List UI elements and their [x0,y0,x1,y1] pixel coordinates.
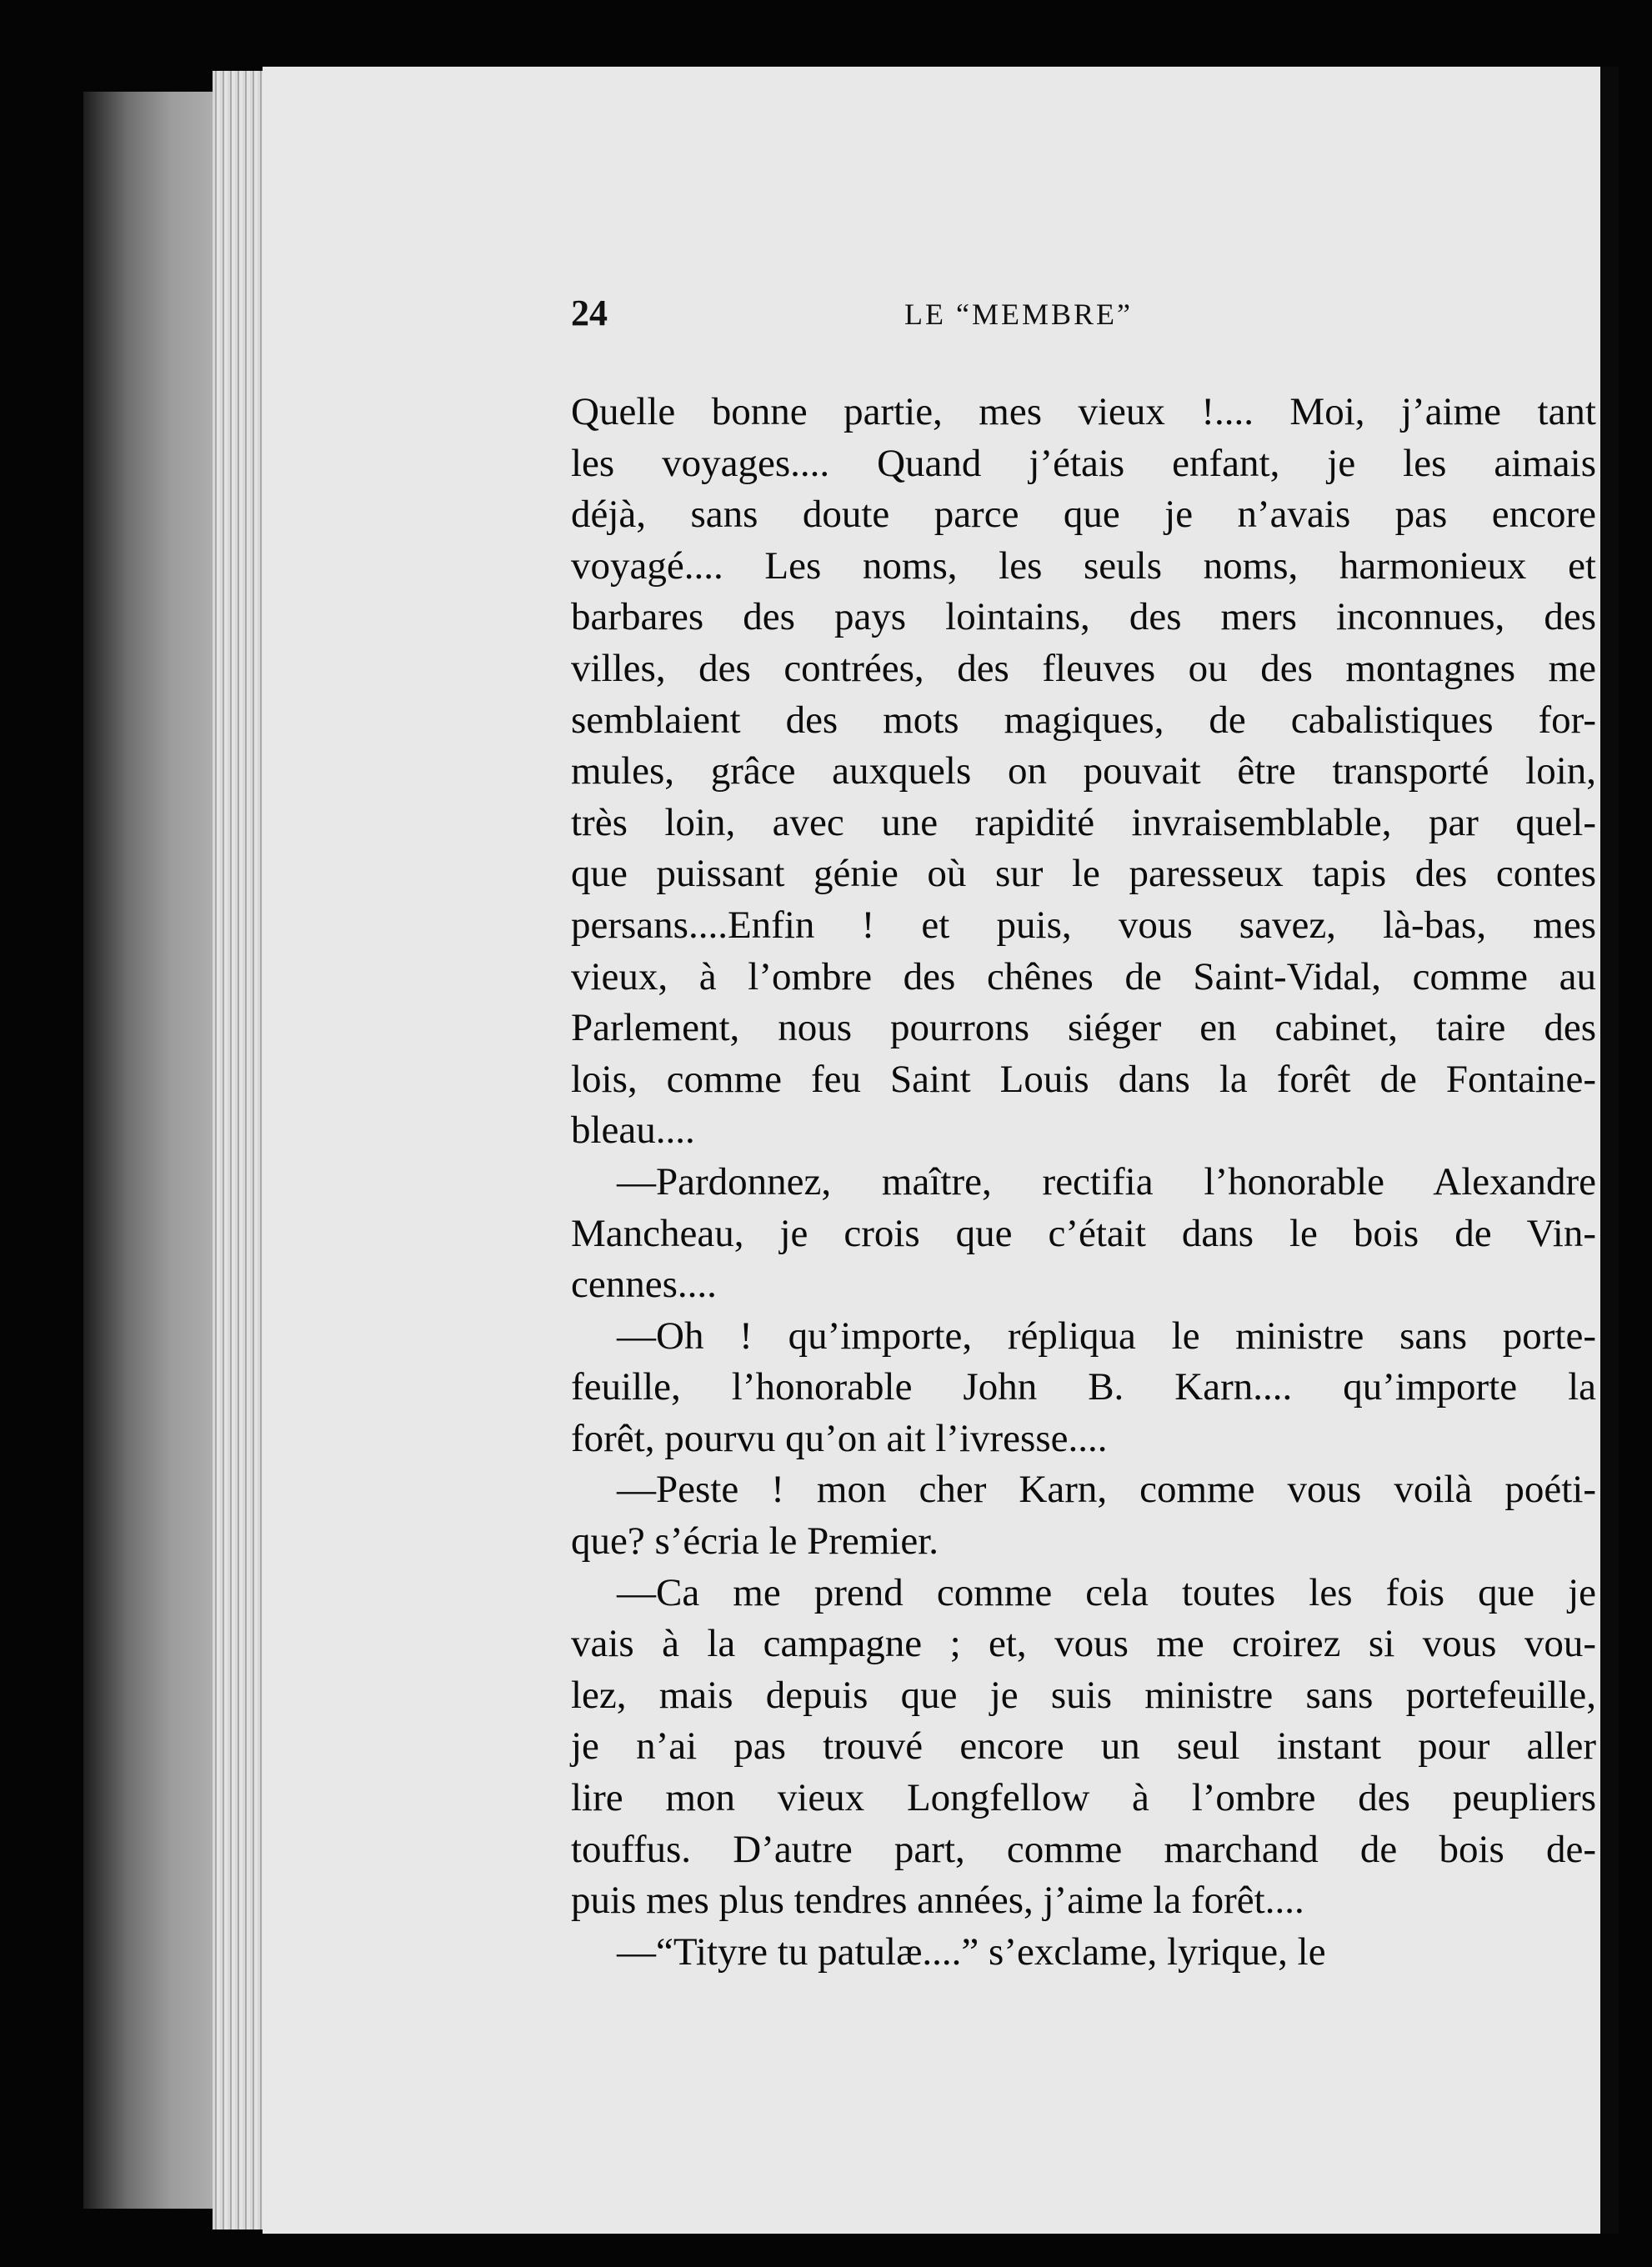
text-line: forêt, pourvu qu’on ait l’ivresse.... [571,1416,1108,1460]
scan-left-border [83,92,229,2209]
text-line: —Peste ! mon cher Karn, comme vous voilà poéti- [617,1468,1596,1512]
paragraph [571,1927,1596,1979]
text-line: je n’ai pas trouvé encore un seul instant pour aller [571,1724,1596,1769]
paragraph [571,387,1596,1157]
text-line: vais à la campagne ; et, vous me croirez si vous vou- [571,1622,1596,1666]
text-line: Quelle bonne partie, mes vieux !.... Moi, j’aime tant [571,390,1596,433]
scan-right-shadow [1600,67,1619,2234]
text-line: que puissant génie où sur le paresseux tapis des contes [571,852,1596,896]
text-line: Parlement, nous pourrons siéger en cabinet, taire des [571,1006,1596,1050]
text-line: semblaient des mots magiques, de cabalistiques for- [571,698,1596,742]
text-line: puis mes plus tendres années, j’aime la forêt.... [571,1879,1304,1923]
text-line: voyagé.... Les noms, les seuls noms, harmonieux et [571,543,1596,588]
paragraph [571,1464,1596,1567]
text-line: vieux, à l’ombre des chênes de Saint-Vidal, comme au [571,954,1596,998]
running-head [571,292,1596,350]
text-line: que? s’écria le Premier. [571,1519,939,1564]
text-line: Mancheau, je crois que c’était dans le bois de Vin- [571,1211,1596,1255]
text-line: bleau.... [571,1108,695,1153]
text-line: villes, des contrées, des fleuves ou des montagnes me [571,646,1596,690]
text-line: —Ca me prend comme cela toutes les fois que je [617,1570,1596,1614]
text-line: les voyages.... Quand j’étais enfant, je les aimais [571,441,1596,485]
running-title: LE “MEMBRE” [904,298,1133,331]
text-line: lois, comme feu Saint Louis dans la forêt de Fontaine- [571,1057,1596,1101]
paragraph [571,1311,1596,1465]
text-line: cennes.... [571,1263,717,1307]
text-line: déjà, sans doute parce que je n’avais pas encore [571,493,1596,537]
paragraph [571,1568,1596,1927]
page-number: 24 [571,293,608,333]
text-line: —“Tityre tu patulæ....” s’exclame, lyrique, le [617,1929,1326,1974]
body-text [571,387,1596,1978]
text-line: lez, mais depuis que je suis ministre sans portefeuille, [571,1673,1596,1717]
text-line: touffus. D’autre part, comme marchand de bois de- [571,1827,1596,1871]
text-line: mules, grâce auxquels on pouvait être transporté loin, [571,749,1596,793]
text-line: —Pardonnez, maître, rectifia l’honorable Alexandre [617,1159,1596,1204]
paragraph [571,1157,1596,1311]
text-line: lire mon vieux Longfellow à l’ombre des peupliers [571,1776,1596,1820]
text-line: persans....Enfin ! et puis, vous savez, là-bas, mes [571,903,1596,947]
text-line: —Oh ! qu’importe, répliqua le ministre sans porte- [617,1314,1596,1358]
text-line: feuille, l’honorable John B. Karn.... qu’importe la [571,1365,1596,1409]
text-line: barbares des pays lointains, des mers inconnues, des [571,595,1596,639]
text-line: très loin, avec une rapidité invraisemblable, par quel- [571,800,1596,844]
